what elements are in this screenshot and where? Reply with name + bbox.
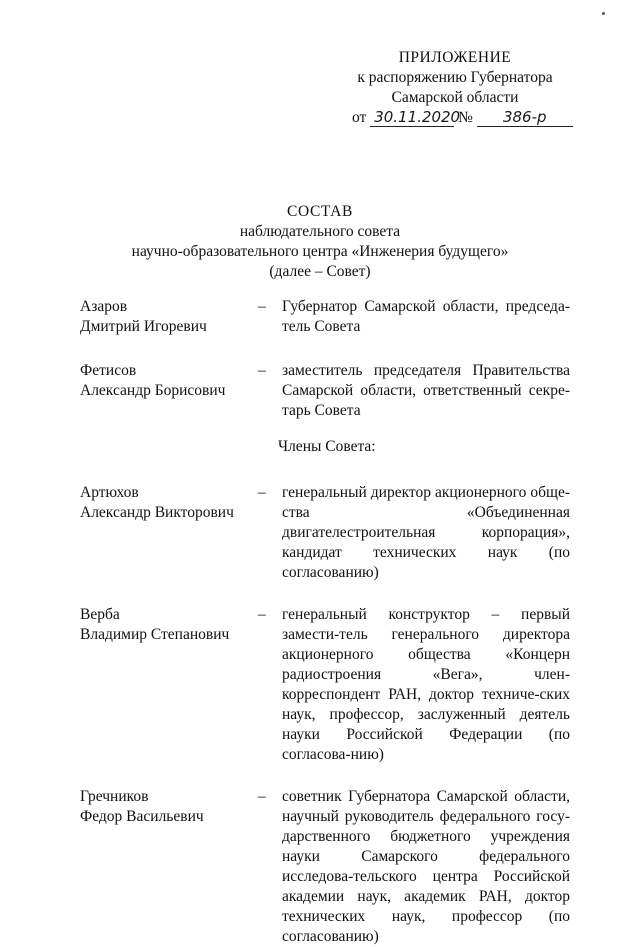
member-name	[80, 483, 258, 583]
member-role: советник Губернатора Самарской области, научный руководитель федерального госу-дарственного бюджетного учреждения науки Самарского федерального исследова-тельского центра Российской академии наук, академик РАН, доктор технических наук, профессор (по согласованию)	[282, 788, 570, 945]
members-subheading: Члены Совета:	[278, 438, 376, 455]
member-given-name: Владимир Степанович	[80, 626, 230, 643]
scan-speck	[602, 12, 605, 15]
appendix-title: ПРИЛОЖЕНИЕ	[398, 49, 512, 66]
appendix-block	[330, 48, 580, 132]
heading-line-2: научно-образовательного центра «Инженерия будущего»	[131, 243, 509, 260]
heading-title: СОСТАВ	[287, 203, 353, 220]
member-row	[80, 787, 570, 947]
dash-separator: –	[258, 788, 266, 805]
member-name	[80, 787, 258, 947]
member-name	[80, 297, 258, 337]
member-row	[80, 297, 570, 337]
document-heading	[120, 202, 520, 282]
member-row	[80, 483, 570, 583]
member-role: генеральный конструктор – первый замести-тель генерального директора акционерного общества «Концерн радиостроения «Вега», член-корреспондент РАН, доктор техниче-ских наук, профессор, заслуженный деятель науки Российской Федерации (по согласова-нию)	[282, 606, 570, 763]
dash-separator: –	[258, 484, 266, 501]
member-role: Губернатор Самарской области, председа-тель Совета	[282, 298, 570, 335]
member-role: заместитель председателя Правительства Самарской области, ответственный секре-тарь Совета	[282, 362, 570, 419]
dash-separator: –	[258, 606, 266, 623]
member-surname: Артюхов	[80, 484, 139, 501]
registration-line	[330, 108, 580, 132]
dash-separator: –	[258, 298, 266, 315]
from-label: от	[352, 109, 367, 126]
member-name	[80, 361, 258, 421]
handwritten-date: 30.11.2020	[370, 109, 454, 127]
member-surname: Азаров	[80, 298, 128, 315]
appendix-line-1: к распоряжению Губернатора	[357, 69, 553, 86]
members-list	[80, 297, 570, 947]
member-row	[80, 361, 570, 421]
member-given-name: Александр Викторович	[80, 504, 234, 521]
heading-line-3: (далее – Совет)	[269, 263, 371, 280]
dash-separator: –	[258, 362, 266, 379]
member-given-name: Александр Борисович	[80, 382, 226, 399]
member-given-name: Дмитрий Игоревич	[80, 318, 207, 335]
member-surname: Фетисов	[80, 362, 137, 379]
member-name	[80, 605, 258, 765]
member-surname: Верба	[80, 606, 120, 623]
member-row	[80, 605, 570, 765]
handwritten-number: 386-р	[477, 109, 573, 127]
member-given-name: Федор Васильевич	[80, 808, 204, 825]
appendix-line-2: Самарской области	[391, 89, 519, 106]
member-surname: Гречников	[80, 788, 149, 805]
number-label: №	[458, 109, 473, 126]
member-role: генеральный директор акционерного обще-ства «Объединенная двигателестроительная корпорация», кандидат технических наук (по согласованию)	[282, 484, 570, 581]
heading-line-1: наблюдательного совета	[239, 223, 401, 240]
